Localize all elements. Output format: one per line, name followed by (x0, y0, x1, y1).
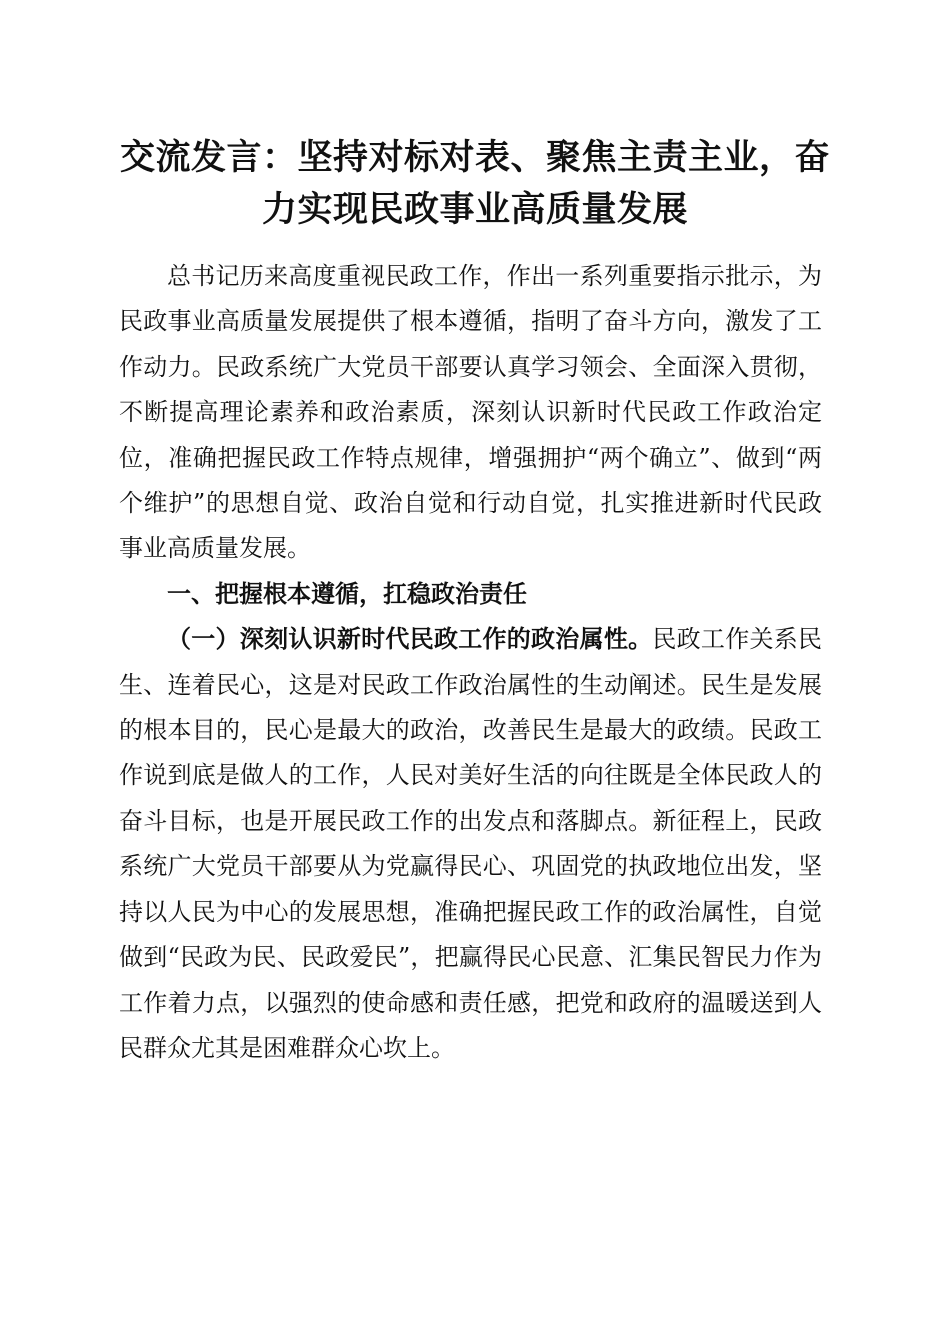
document-title (100, 132, 850, 236)
subsection-lead-1: （一）深刻认识新时代民政工作的政治属性。 (167, 625, 653, 654)
document-body (119, 254, 822, 1071)
title-line-1: 交流发言：坚持对标对表、聚焦主责主业，奋 (119, 137, 830, 178)
subsection-text-1: 民政工作关系民生、连着民心，这是对民政工作政治属性的生动阐述。民生是发展的根本目的，民心是最大的政治，改善民生是最大的政绩。民政工作说到底是做人的工作，人民对美好生活的向往既是全体民政人的奋斗目标，也是开展民政工作的出发点和落脚点。新征程上，民政系统广大党员干部要从为党赢得民心、巩固党的执政地位出发，坚持以人民为中心的发展思想，准确把握民政工作的政治属性，自觉做到“民政为民、民政爱民”，把赢得民心民意、汇集民智民力作为工作着力点，以强烈的使命感和责任感，把党和政府的温暖送到人民群众尤其是困难群众心坎上。 (119, 625, 823, 1062)
section-heading-1: 一、把握根本遵循，扛稳政治责任 (167, 579, 527, 608)
subsection-paragraph-1 (119, 617, 822, 1071)
intro-paragraph: 总书记历来高度重视民政工作，作出一系列重要指示批示，为民政事业高质量发展提供了根本遵循，指明了奋斗方向，激发了工作动力。民政系统广大党员干部要认真学习领会、全面深入贯彻，不断提高理论素养和政治素质，深刻认识新时代民政工作政治定位，准确把握民政工作特点规律，增强拥护“两个确立”、做到“两个维护”的思想自觉、政治自觉和行动自觉，扎实推进新时代民政事业高质量发展。 (119, 262, 822, 563)
title-line-2: 力实现民政事业高质量发展 (261, 189, 688, 230)
